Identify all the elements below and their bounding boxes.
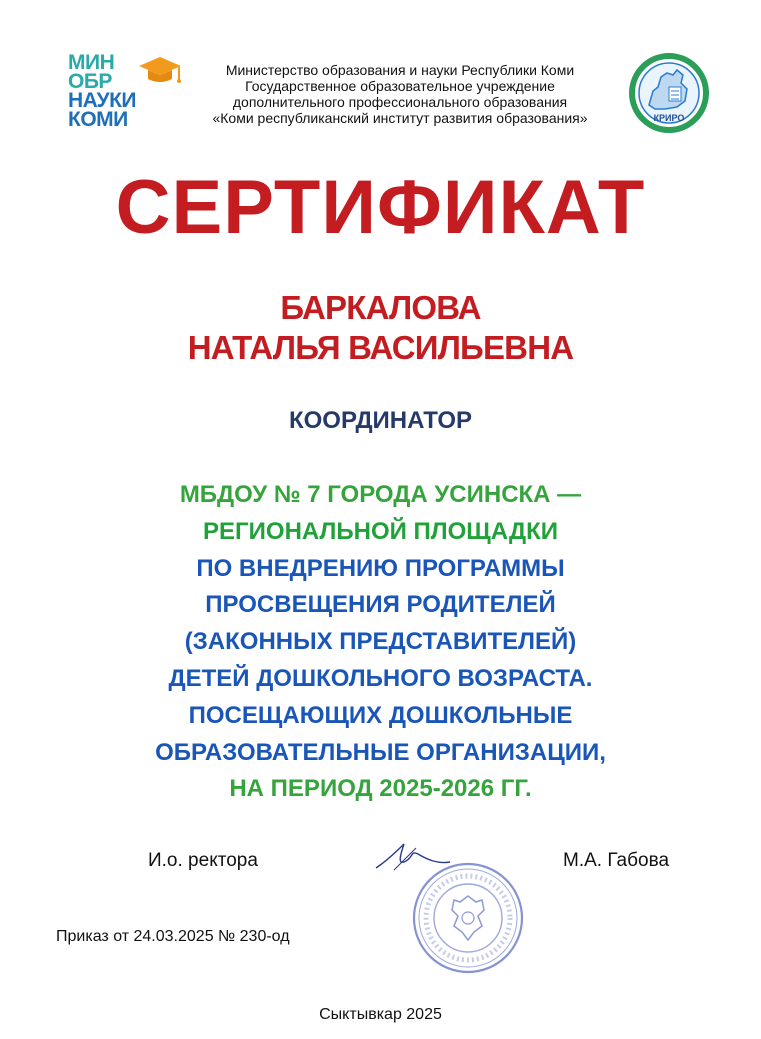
- body-line-4: ПРОСВЕЩЕНИЯ РОДИТЕЛЕЙ: [205, 591, 556, 619]
- signatory-name: М.А. Габова: [563, 850, 670, 871]
- signatory-position: И.о. ректора: [148, 850, 258, 871]
- recipient-role: КООРДИНАТОР: [288, 407, 473, 434]
- header-line-1: Министерство образования и науки Республики Коми: [225, 62, 575, 78]
- body-line-1: МБДОУ № 7 ГОРОДА УСИНСКА —: [179, 481, 582, 508]
- header-line-3: дополнительного профессионального образования: [232, 94, 568, 110]
- body-line-9: НА ПЕРИОД 2025-2026 ГГ.: [229, 775, 532, 803]
- recipient-given-names: НАТАЛЬЯ ВАСИЛЬЕВНА: [187, 329, 574, 366]
- header-line-2: Государственное образовательное учреждение: [245, 78, 555, 94]
- body-line-3: ПО ВНЕДРЕНИЮ ПРОГРАММЫ: [196, 554, 565, 582]
- kriro-logo: [625, 53, 713, 133]
- header-line-4: «Коми республиканский институт развития образования»: [212, 110, 588, 126]
- issuer-header: [190, 62, 610, 126]
- body-line-8: ОБРАЗОВАТЕЛЬНЫЕ ОРГАНИЗАЦИИ,: [155, 738, 606, 766]
- body-line-5: (ЗАКОННЫХ ПРЕДСТАВИТЕЛЕЙ): [184, 628, 577, 656]
- body-line-7: ПОСЕЩАЮЩИХ ДОШКОЛЬНЫЕ: [188, 701, 573, 729]
- city-year: Сыктывкар 2025: [319, 1006, 442, 1023]
- order-reference: Приказ от 24.03.2025 № 230-од: [56, 928, 290, 945]
- recipient-name: [0, 288, 761, 368]
- official-stamp-icon: [374, 840, 534, 975]
- certificate-body: [0, 477, 761, 808]
- minobrnauki-logo: [64, 50, 184, 134]
- kriro-label: КРИРО: [653, 113, 685, 123]
- logo-line-3: НАУКИ: [68, 89, 137, 112]
- logo-line-1: МИН: [68, 51, 115, 74]
- body-line-2: РЕГИОНАЛЬНОЙ ПЛОЩАДКИ: [203, 517, 558, 545]
- recipient-surname: БАРКАЛОВА: [280, 289, 481, 326]
- certificate-title: СЕРТИФИКАТ: [115, 165, 646, 250]
- body-line-6: ДЕТЕЙ ДОШКОЛЬНОГО ВОЗРАСТА.: [168, 664, 593, 692]
- logo-line-2: ОБР: [68, 70, 112, 93]
- logo-line-4: КОМИ: [68, 108, 128, 131]
- graduation-cap-icon: [136, 52, 182, 90]
